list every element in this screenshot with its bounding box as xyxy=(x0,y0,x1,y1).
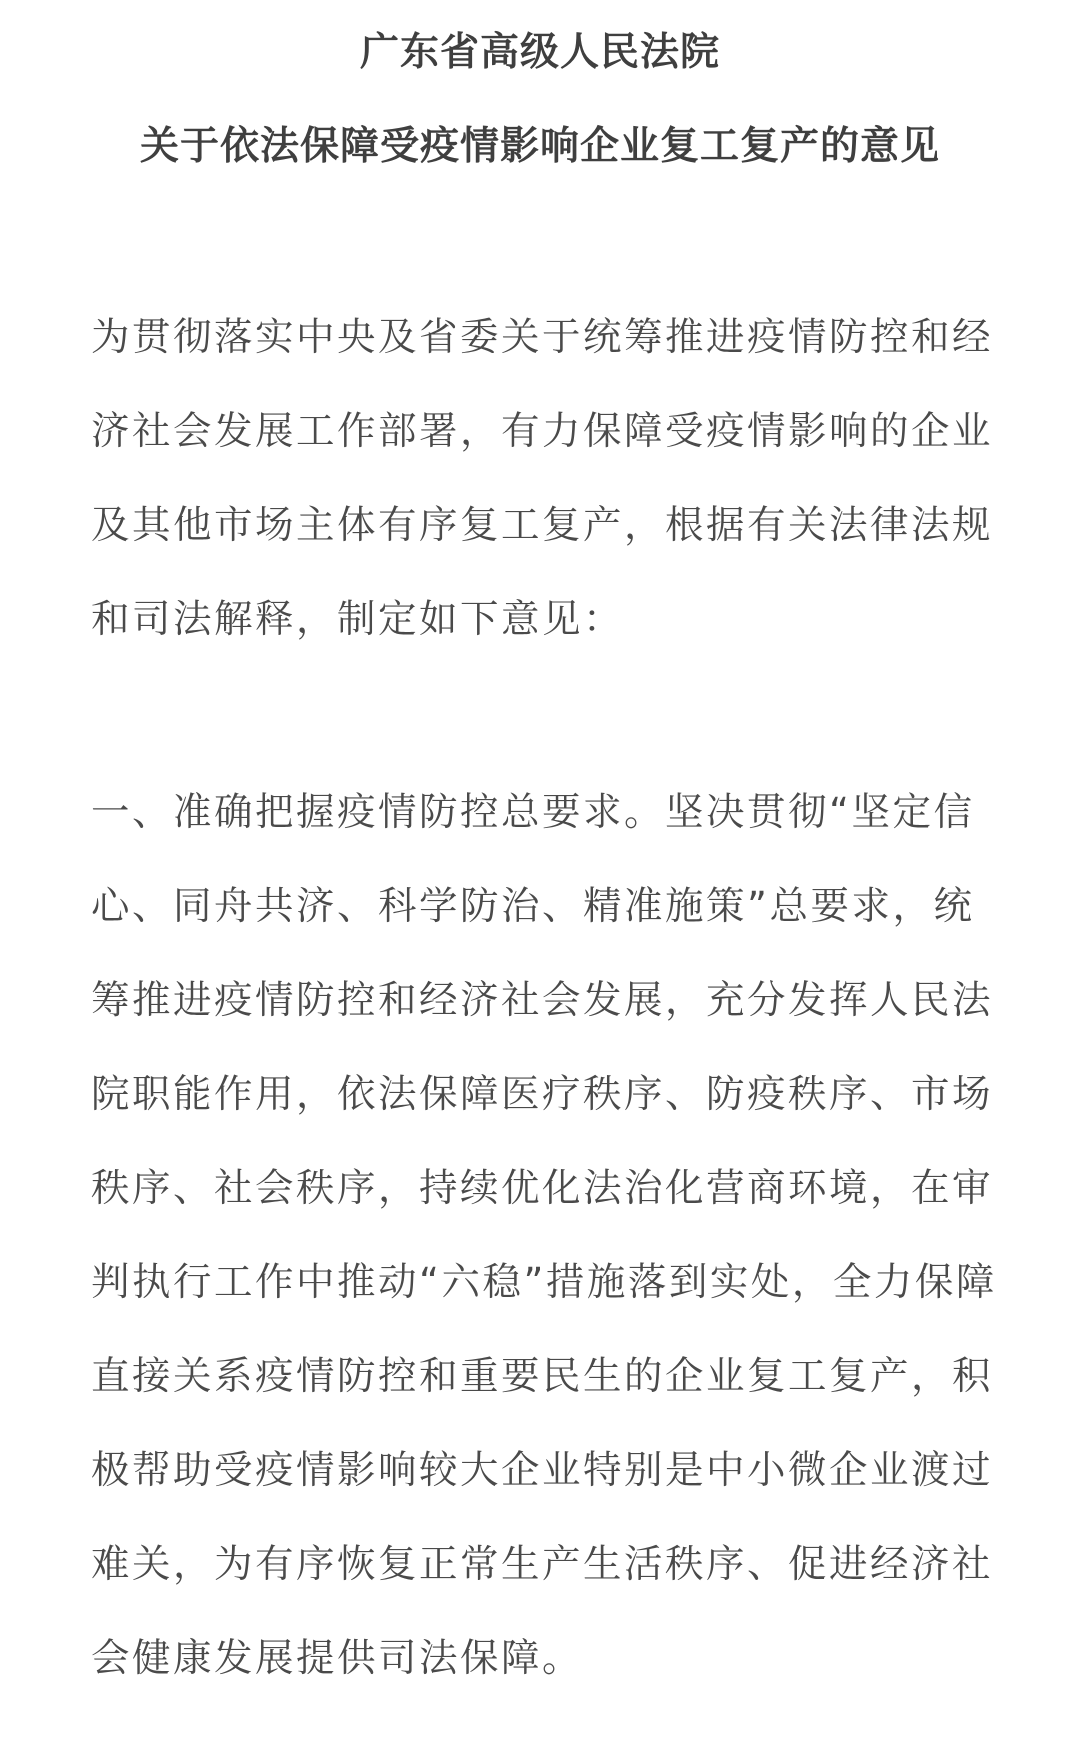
document-title-court: 广东省高级人民法院 xyxy=(359,30,720,75)
paragraph-line: 判执行工作中推动“六稳”措施落到实处，全力保障 xyxy=(91,1260,997,1305)
paragraph-line: 院职能作用，依法保障医疗秩序、防疫秩序、市场 xyxy=(91,1072,994,1117)
paragraph-line: 及其他市场主体有序复工复产，根据有关法律法规 xyxy=(91,503,994,548)
paragraph-line: 秩序、社会秩序，持续优化法治化营商环境，在审 xyxy=(91,1166,994,1211)
paragraph-line: 一、准确把握疫情防控总要求。坚决贯彻“坚定信 xyxy=(91,790,975,835)
paragraph-line: 会健康发展提供司法保障。 xyxy=(91,1636,584,1681)
paragraph-line: 直接关系疫情防控和重要民生的企业复工复产，积 xyxy=(91,1354,994,1399)
paragraph-line: 心、同舟共济、科学防治、精准施策”总要求，统 xyxy=(91,884,975,929)
paragraph-line: 难关，为有序恢复正常生产生活秩序、促进经济社 xyxy=(91,1542,994,1587)
paragraph-preamble xyxy=(91,291,994,667)
paragraph-line: 筹推进疫情防控和经济社会发展，充分发挥人民法 xyxy=(91,978,994,1023)
paragraph-line: 济社会发展工作部署，有力保障受疫情影响的企业 xyxy=(91,409,994,454)
paragraph-line: 和司法解释，制定如下意见： xyxy=(91,597,625,642)
paragraph-line: 为贯彻落实中央及省委关于统筹推进疫情防控和经 xyxy=(91,315,994,360)
document-title-subject: 关于依法保障受疫情影响企业复工复产的意见 xyxy=(139,124,940,169)
paragraph-line: 极帮助受疫情影响较大企业特别是中小微企业渡过 xyxy=(91,1448,994,1493)
paragraph-section-one xyxy=(91,766,997,1706)
